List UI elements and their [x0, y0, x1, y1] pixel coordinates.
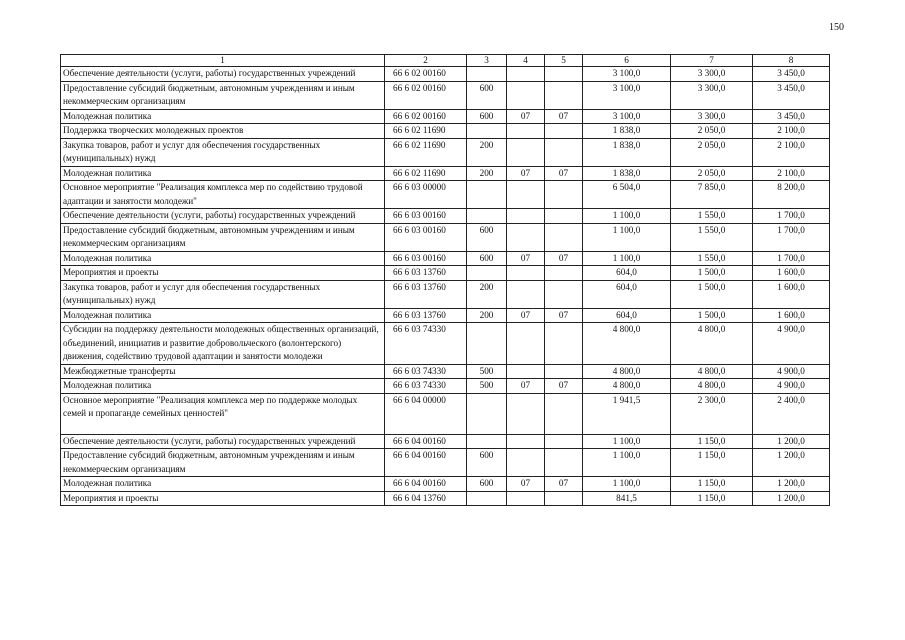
amount-col-8: 2 100,0 [753, 166, 830, 181]
subsection-code: 07 [545, 251, 583, 266]
amount-col-7: 4 800,0 [671, 323, 753, 365]
item-name: Молодежная политика [61, 379, 385, 394]
column-header: 4 [507, 55, 545, 67]
table-row [61, 393, 830, 434]
amount-col-7: 1 550,0 [671, 251, 753, 266]
section-code [507, 491, 545, 506]
table-row [61, 323, 830, 365]
amount-col-7: 4 800,0 [671, 364, 753, 379]
target-code: 66 6 03 00160 [385, 251, 467, 266]
section-code [507, 209, 545, 224]
target-code: 66 6 02 00160 [385, 109, 467, 124]
amount-col-6: 1 838,0 [583, 124, 671, 139]
item-name: Предоставление субсидий бюджетным, автономным учреждениям и иным некоммерческим организациям [61, 223, 385, 251]
target-code: 66 6 03 74330 [385, 323, 467, 365]
column-header: 1 [61, 55, 385, 67]
item-name: Предоставление субсидий бюджетным, автономным учреждениям и иным некоммерческим организациям [61, 81, 385, 109]
target-code: 66 6 04 00160 [385, 434, 467, 449]
amount-col-7: 1 550,0 [671, 209, 753, 224]
amount-col-8: 1 700,0 [753, 209, 830, 224]
expense-type: 600 [467, 449, 507, 477]
subsection-code [545, 181, 583, 209]
expense-type: 600 [467, 251, 507, 266]
amount-col-7: 1 150,0 [671, 477, 753, 492]
item-name: Межбюджетные трансферты [61, 364, 385, 379]
amount-col-6: 1 100,0 [583, 477, 671, 492]
table-row [61, 124, 830, 139]
table-row [61, 181, 830, 209]
table-row [61, 138, 830, 166]
amount-col-6: 604,0 [583, 308, 671, 323]
amount-col-6: 4 800,0 [583, 364, 671, 379]
amount-col-6: 1 100,0 [583, 449, 671, 477]
subsection-code [545, 138, 583, 166]
amount-col-7: 1 500,0 [671, 266, 753, 281]
table-row [61, 477, 830, 492]
amount-col-6: 1 100,0 [583, 434, 671, 449]
item-name: Закупка товаров, работ и услуг для обеспечения государственных (муниципальных) нужд [61, 280, 385, 308]
subsection-code [545, 223, 583, 251]
expense-type: 600 [467, 477, 507, 492]
table-row [61, 67, 830, 82]
amount-col-8: 1 700,0 [753, 251, 830, 266]
table-row [61, 223, 830, 251]
item-name: Мероприятия и проекты [61, 266, 385, 281]
amount-col-6: 3 100,0 [583, 67, 671, 82]
section-code [507, 223, 545, 251]
subsection-code [545, 364, 583, 379]
amount-col-7: 2 050,0 [671, 124, 753, 139]
expense-type [467, 124, 507, 139]
amount-col-7: 4 800,0 [671, 379, 753, 394]
amount-col-6: 1 838,0 [583, 166, 671, 181]
amount-col-8: 1 600,0 [753, 266, 830, 281]
subsection-code [545, 266, 583, 281]
section-code [507, 81, 545, 109]
subsection-code: 07 [545, 166, 583, 181]
expense-type: 200 [467, 280, 507, 308]
amount-col-8: 1 600,0 [753, 308, 830, 323]
target-code: 66 6 02 00160 [385, 81, 467, 109]
amount-col-7: 2 050,0 [671, 166, 753, 181]
table-row [61, 364, 830, 379]
item-name: Молодежная политика [61, 308, 385, 323]
amount-col-7: 1 150,0 [671, 434, 753, 449]
column-header: 3 [467, 55, 507, 67]
section-code [507, 181, 545, 209]
target-code: 66 6 03 13760 [385, 308, 467, 323]
amount-col-8: 3 450,0 [753, 109, 830, 124]
target-code: 66 6 02 11690 [385, 124, 467, 139]
amount-col-6: 1 941,5 [583, 393, 671, 434]
amount-col-7: 2 050,0 [671, 138, 753, 166]
section-code: 07 [507, 477, 545, 492]
amount-col-8: 2 100,0 [753, 124, 830, 139]
item-name: Молодежная политика [61, 251, 385, 266]
item-name: Субсидии на поддержку деятельности молодежных общественных организаций, объединений, инициатив и развитие добровольческого (волонтерского) движения, содействию трудовой адаптации и занятости молодежи [61, 323, 385, 365]
table-row [61, 308, 830, 323]
amount-col-6: 1 100,0 [583, 209, 671, 224]
table-row [61, 81, 830, 109]
page-number: 150 [829, 22, 844, 33]
amount-col-6: 604,0 [583, 266, 671, 281]
header-row [61, 55, 830, 67]
amount-col-8: 1 200,0 [753, 434, 830, 449]
section-code [507, 280, 545, 308]
subsection-code [545, 393, 583, 434]
table-row [61, 266, 830, 281]
expense-type: 600 [467, 81, 507, 109]
item-name: Основное мероприятие "Реализация комплекса мер по содействию трудовой адаптации и занятости молодежи" [61, 181, 385, 209]
target-code: 66 6 02 11690 [385, 138, 467, 166]
column-header: 8 [753, 55, 830, 67]
subsection-code [545, 449, 583, 477]
expense-type: 600 [467, 109, 507, 124]
item-name: Предоставление субсидий бюджетным, автономным учреждениям и иным некоммерческим организациям [61, 449, 385, 477]
amount-col-8: 1 200,0 [753, 491, 830, 506]
table-row [61, 379, 830, 394]
target-code: 66 6 03 13760 [385, 266, 467, 281]
subsection-code: 07 [545, 109, 583, 124]
expense-type [467, 323, 507, 365]
amount-col-7: 1 150,0 [671, 449, 753, 477]
table-row [61, 280, 830, 308]
item-name: Обеспечение деятельности (услуги, работы) государственных учреждений [61, 209, 385, 224]
subsection-code [545, 81, 583, 109]
table-row [61, 491, 830, 506]
section-code: 07 [507, 109, 545, 124]
table-row [61, 434, 830, 449]
section-code [507, 393, 545, 434]
section-code: 07 [507, 379, 545, 394]
amount-col-7: 1 500,0 [671, 308, 753, 323]
amount-col-8: 2 100,0 [753, 138, 830, 166]
item-name: Поддержка творческих молодежных проектов [61, 124, 385, 139]
column-header: 6 [583, 55, 671, 67]
amount-col-8: 2 400,0 [753, 393, 830, 434]
table-row [61, 109, 830, 124]
expense-type [467, 67, 507, 82]
subsection-code [545, 124, 583, 139]
amount-col-6: 604,0 [583, 280, 671, 308]
subsection-code: 07 [545, 477, 583, 492]
amount-col-7: 1 550,0 [671, 223, 753, 251]
amount-col-7: 2 300,0 [671, 393, 753, 434]
item-name: Молодежная политика [61, 166, 385, 181]
amount-col-6: 841,5 [583, 491, 671, 506]
target-code: 66 6 03 00160 [385, 209, 467, 224]
table-row [61, 251, 830, 266]
section-code [507, 266, 545, 281]
column-header: 2 [385, 55, 467, 67]
expense-type: 500 [467, 364, 507, 379]
section-code [507, 124, 545, 139]
expense-type: 200 [467, 166, 507, 181]
expense-type [467, 266, 507, 281]
amount-col-7: 7 850,0 [671, 181, 753, 209]
amount-col-8: 4 900,0 [753, 379, 830, 394]
section-code: 07 [507, 166, 545, 181]
subsection-code [545, 209, 583, 224]
amount-col-6: 4 800,0 [583, 379, 671, 394]
target-code: 66 6 03 74330 [385, 379, 467, 394]
amount-col-8: 8 200,0 [753, 181, 830, 209]
item-name: Обеспечение деятельности (услуги, работы) государственных учреждений [61, 434, 385, 449]
amount-col-8: 3 450,0 [753, 81, 830, 109]
table-row [61, 166, 830, 181]
amount-col-7: 3 300,0 [671, 81, 753, 109]
subsection-code: 07 [545, 308, 583, 323]
amount-col-8: 1 200,0 [753, 477, 830, 492]
amount-col-6: 6 504,0 [583, 181, 671, 209]
amount-col-6: 3 100,0 [583, 109, 671, 124]
amount-col-7: 1 150,0 [671, 491, 753, 506]
target-code: 66 6 02 00160 [385, 67, 467, 82]
amount-col-7: 3 300,0 [671, 67, 753, 82]
item-name: Обеспечение деятельности (услуги, работы) государственных учреждений [61, 67, 385, 82]
subsection-code [545, 434, 583, 449]
section-code [507, 323, 545, 365]
expense-type: 600 [467, 223, 507, 251]
section-code [507, 449, 545, 477]
subsection-code [545, 491, 583, 506]
item-name: Мероприятия и проекты [61, 491, 385, 506]
amount-col-8: 1 200,0 [753, 449, 830, 477]
expense-type: 200 [467, 138, 507, 166]
item-name: Основное мероприятие "Реализация комплекса мер по поддержке молодых семей и пропаганде семейных ценностей" [61, 393, 385, 434]
amount-col-6: 3 100,0 [583, 81, 671, 109]
amount-col-8: 3 450,0 [753, 67, 830, 82]
amount-col-6: 4 800,0 [583, 323, 671, 365]
expense-type [467, 181, 507, 209]
section-code [507, 434, 545, 449]
item-name: Молодежная политика [61, 477, 385, 492]
amount-col-6: 1 100,0 [583, 251, 671, 266]
subsection-code [545, 323, 583, 365]
expense-type [467, 393, 507, 434]
target-code: 66 6 04 00000 [385, 393, 467, 434]
target-code: 66 6 02 11690 [385, 166, 467, 181]
target-code: 66 6 03 00000 [385, 181, 467, 209]
amount-col-7: 1 500,0 [671, 280, 753, 308]
amount-col-8: 4 900,0 [753, 364, 830, 379]
section-code: 07 [507, 251, 545, 266]
expense-type: 500 [467, 379, 507, 394]
target-code: 66 6 03 74330 [385, 364, 467, 379]
amount-col-7: 3 300,0 [671, 109, 753, 124]
target-code: 66 6 04 00160 [385, 449, 467, 477]
section-code: 07 [507, 308, 545, 323]
section-code [507, 364, 545, 379]
expense-type [467, 209, 507, 224]
amount-col-8: 1 700,0 [753, 223, 830, 251]
amount-col-8: 4 900,0 [753, 323, 830, 365]
section-code [507, 138, 545, 166]
subsection-code [545, 280, 583, 308]
target-code: 66 6 04 13760 [385, 491, 467, 506]
expense-type [467, 434, 507, 449]
section-code [507, 67, 545, 82]
amount-col-6: 1 838,0 [583, 138, 671, 166]
subsection-code [545, 67, 583, 82]
column-header: 5 [545, 55, 583, 67]
budget-table [60, 54, 830, 506]
table-row [61, 449, 830, 477]
column-header: 7 [671, 55, 753, 67]
target-code: 66 6 04 00160 [385, 477, 467, 492]
table-row [61, 209, 830, 224]
target-code: 66 6 03 13760 [385, 280, 467, 308]
amount-col-6: 1 100,0 [583, 223, 671, 251]
item-name: Закупка товаров, работ и услуг для обеспечения государственных (муниципальных) нужд [61, 138, 385, 166]
item-name: Молодежная политика [61, 109, 385, 124]
expense-type [467, 491, 507, 506]
subsection-code: 07 [545, 379, 583, 394]
expense-type: 200 [467, 308, 507, 323]
amount-col-8: 1 600,0 [753, 280, 830, 308]
target-code: 66 6 03 00160 [385, 223, 467, 251]
